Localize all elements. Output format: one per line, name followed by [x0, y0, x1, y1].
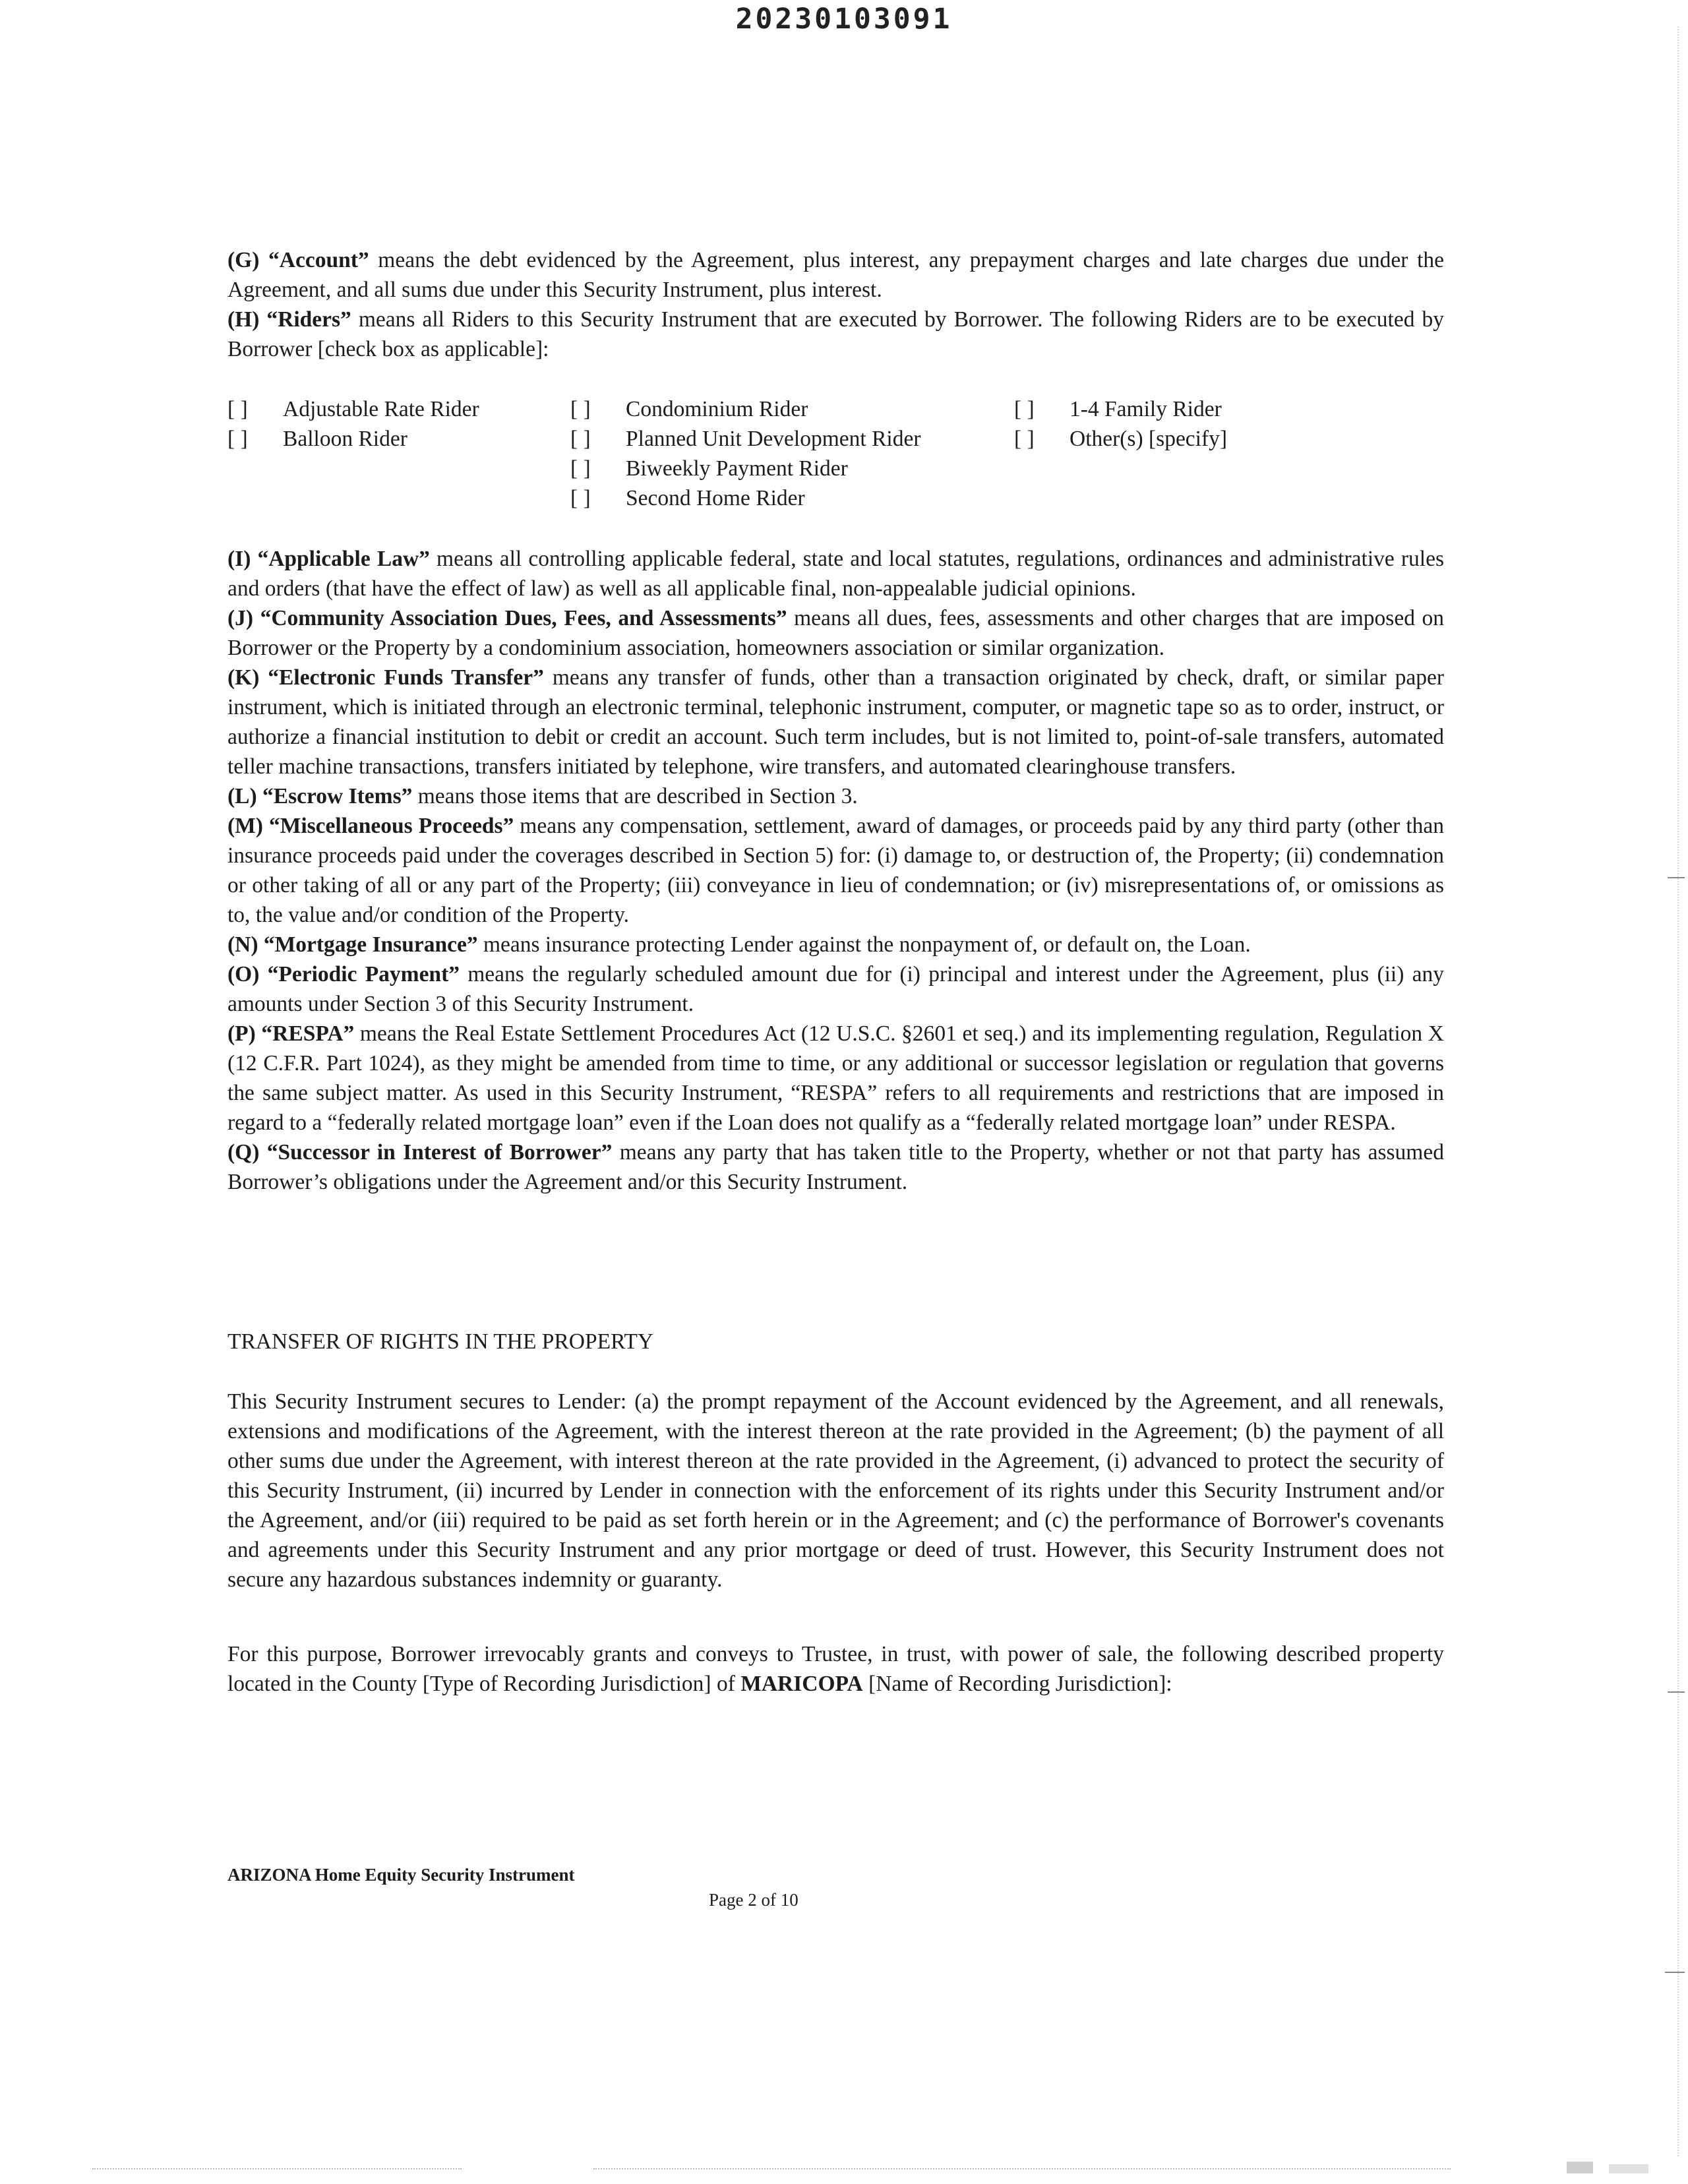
- definition-text: means all controlling applicable federal, state and local statutes, regulations, ordinances and administrative rules and orders (that have the effect of law) as well as all applicable final, non-appealable judicial opinions.: [227, 547, 1444, 601]
- rider-label: Balloon Rider: [283, 427, 407, 451]
- definition-term: (K) “Electronic Funds Transfer”: [227, 665, 544, 690]
- form-title: ARIZONA Home Equity Security Instrument: [227, 1865, 575, 1885]
- rider-label: Biweekly Payment Rider: [626, 456, 848, 481]
- section-heading: TRANSFER OF RIGHTS IN THE PROPERTY: [227, 1329, 654, 1354]
- definition-text: means insurance protecting Lender against the nonpayment of, or default on, the Loan.: [477, 932, 1251, 957]
- definition-text: means any transfer of funds, other than a transaction originated by check, draft, or similar paper instrument, which is initiated through an electronic terminal, telephonic instrument, computer, or magnetic tape so as to order, instruct, or authorize a financial institution to debit or credit an account. Such term includes, but is not limited to, point-of-sale transfers, automated teller machine transactions, transfers initiated by telephone, wire transfers, and automated clearinghouse transfers.: [227, 665, 1445, 779]
- rider-checkbox[interactable]: [ ]: [1014, 427, 1035, 451]
- riders-column-3: [1014, 394, 1227, 454]
- definition-escrow-items: [227, 781, 1444, 811]
- paragraph-text: [227, 1639, 1444, 1699]
- definition-text: means the regularly scheduled amount due for (i) principal and interest under the Agreement, plus (ii) any amounts under Section 3 of this Security Instrument.: [227, 962, 1444, 1016]
- rider-label: Condominium Rider: [626, 397, 808, 421]
- scan-mark-artifact: [1665, 1972, 1685, 1973]
- paragraph-text: This Security Instrument secures to Lender: (a) the prompt repayment of the Account evidenced by the Agreement, and all renewals, extensions and modifications of the Agreement, with the interest thereon at the rate provided in the Agreement; (b) the payment of all other sums due under the Agreement, with interest thereon at the rate provided in the Agreement, (i) advanced to protect the security of this Security Instrument, (ii) incurred by Lender in connection with the enforcement of its rights under this Security Instrument and/or the Agreement, and/or (iii) required to be paid as set forth herein or in the Agreement; and (c) the performance of Borrower's covenants and agreements under this Security Instrument and any prior mortgage or deed of trust. However, this Security Instrument does not secure any hazardous substances indemnity or guaranty.: [227, 1389, 1444, 1592]
- scan-dots-artifact: [92, 2168, 462, 2171]
- definition-term: (H) “Riders”: [227, 307, 351, 332]
- rider-biweekly: [570, 454, 921, 483]
- county-name: MARICOPA: [740, 1672, 863, 1696]
- scan-mark-artifact: [1668, 1691, 1685, 1693]
- rider-other: [1014, 424, 1227, 454]
- paragraph-purpose: [227, 1639, 1444, 1699]
- definition-successor-in-interest: [227, 1138, 1444, 1197]
- definition-term: (J) “Community Association Dues, Fees, and Assessments”: [227, 606, 787, 630]
- definition-text: means all dues, fees, assessments and other charges that are imposed on Borrower or the Property by a condominium association, homeowners association or similar organization.: [227, 606, 1444, 660]
- rider-label: Adjustable Rate Rider: [283, 397, 479, 421]
- definition-text: means those items that are described in Section 3.: [412, 784, 858, 808]
- definition-term: (O) “Periodic Payment”: [227, 962, 460, 986]
- scan-mark-artifact: [1567, 2162, 1593, 2173]
- paragraph-text-before: For this purpose, Borrower irrevocably grants and conveys to Trustee, in trust, with power of sale, the following described property located in the County [Type of Recording Jurisdiction] of: [227, 1642, 1444, 1696]
- definition-term: (L) “Escrow Items”: [227, 784, 413, 808]
- riders-column-2: [570, 394, 921, 513]
- definition-text: means any compensation, settlement, award of damages, or proceeds paid by any third party (other than insurance proceeds paid under the coverages described in Section 5) for: (i) damage to, or destruction of, the Property; (ii) condemnation or other taking of all or any part of the Property; (iii) conveyance in lieu of condemnation; or (iv) misrepresentations of, or omissions as to, the value and/or condition of the Property.: [227, 814, 1444, 927]
- definition-term: (N) “Mortgage Insurance”: [227, 932, 478, 957]
- rider-label: Other(s) [specify]: [1070, 427, 1228, 451]
- definition-term: (P) “RESPA”: [227, 1021, 355, 1046]
- rider-balloon: [227, 424, 479, 454]
- definition-term: (M) “Miscellaneous Proceeds”: [227, 814, 514, 838]
- paragraph-text-after: [Name of Recording Jurisdiction]:: [862, 1672, 1172, 1696]
- scan-dots-artifact: [593, 2168, 1451, 2171]
- rider-label: Second Home Rider: [626, 486, 805, 510]
- definition-term: (I) “Applicable Law”: [227, 547, 430, 571]
- rider-1-4-family: [1014, 394, 1227, 424]
- rider-label: Planned Unit Development Rider: [626, 427, 921, 451]
- definition-term: (Q) “Successor in Interest of Borrower”: [227, 1140, 613, 1165]
- definition-miscellaneous-proceeds: [227, 811, 1444, 930]
- definition-periodic-payment: [227, 959, 1444, 1019]
- rider-planned-unit: [570, 424, 921, 454]
- rider-checkbox[interactable]: [ ]: [1014, 397, 1035, 421]
- rider-checkbox[interactable]: [ ]: [570, 486, 591, 510]
- definition-applicable-law: [227, 544, 1444, 603]
- definition-account: [227, 245, 1444, 305]
- scan-edge-artifact: [1677, 26, 1683, 2156]
- definition-respa: [227, 1019, 1444, 1138]
- definition-term: (G) “Account”: [227, 248, 369, 272]
- paragraph-secures: [227, 1387, 1444, 1594]
- rider-checkbox[interactable]: [ ]: [227, 427, 248, 451]
- definition-text: means the debt evidenced by the Agreement, plus interest, any prepayment charges and late charges due under the Agreement, and all sums due under this Security Instrument, plus interest.: [227, 248, 1444, 302]
- rider-condominium: [570, 394, 921, 424]
- scan-mark-artifact: [1668, 877, 1685, 878]
- definition-riders: [227, 305, 1444, 364]
- scan-mark-artifact: [1609, 2164, 1648, 2173]
- definitions-main: [227, 544, 1444, 1197]
- definition-text: means all Riders to this Security Instrument that are executed by Borrower. The following Riders are to be executed by Borrower [check box as applicable]:: [227, 307, 1445, 361]
- definition-electronic-funds: [227, 663, 1444, 781]
- definition-text: means any party that has taken title to the Property, whether or not that party has assumed Borrower’s obligations under the Agreement and/or this Security Instrument.: [227, 1140, 1444, 1194]
- rider-checkbox[interactable]: [ ]: [570, 427, 591, 451]
- rider-label: 1-4 Family Rider: [1070, 397, 1222, 421]
- page-number: Page 2 of 10: [709, 1890, 799, 1910]
- recording-number: 20230103091: [735, 3, 953, 36]
- rider-adjustable-rate: [227, 394, 479, 424]
- definition-text: means the Real Estate Settlement Procedures Act (12 U.S.C. §2601 et seq.) and its implementing regulation, Regulation X (12 C.F.R. Part 1024), as they might be amended from time to time, or any additional or successor legislation or regulation that governs the same subject matter. As used in this Security Instrument, “RESPA” refers to all requirements and restrictions that are imposed in regard to a “federally related mortgage loan” even if the Loan does not qualify as a “federally related mortgage loan” under RESPA.: [227, 1021, 1444, 1135]
- definition-mortgage-insurance: [227, 930, 1444, 959]
- definitions-top: [227, 245, 1444, 364]
- rider-checkbox[interactable]: [ ]: [570, 397, 591, 421]
- rider-second-home: [570, 483, 921, 513]
- riders-column-1: [227, 394, 479, 454]
- rider-checkbox[interactable]: [ ]: [227, 397, 248, 421]
- definition-community-association: [227, 603, 1444, 663]
- rider-checkbox[interactable]: [ ]: [570, 456, 591, 481]
